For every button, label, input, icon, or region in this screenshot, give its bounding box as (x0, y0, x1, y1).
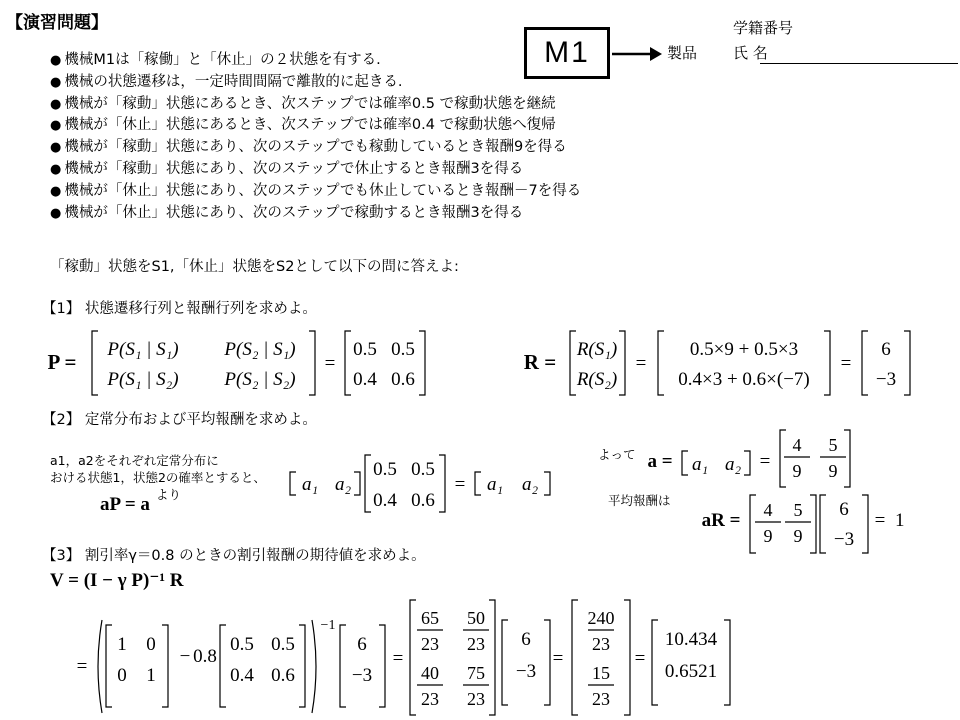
fraction-denominator: 23 (592, 634, 610, 654)
bullet-dot: ● (50, 96, 62, 112)
math-text: 6 (881, 339, 891, 360)
fraction-numerator: 240 (587, 608, 615, 628)
math-text: = (840, 353, 852, 374)
note-line-3: より (156, 487, 182, 502)
note-line-2: おける状態1，状態2の確率とすると、 (50, 470, 266, 485)
math-text: 1 (895, 510, 905, 531)
paren (98, 620, 102, 713)
math-text: 6 (839, 499, 849, 520)
math-text: 0.4 (353, 369, 377, 390)
machine-label: M1 (544, 36, 590, 69)
bullet-dot: ● (50, 205, 62, 221)
student-id-label: 学籍番号 (733, 19, 794, 37)
math-text: 0.5×9 + 0.5×3 (689, 339, 799, 360)
fraction-denominator: 9 (828, 461, 838, 481)
matrix-bracket (106, 625, 168, 707)
fraction-numerator: 75 (467, 663, 485, 683)
math-text: − (179, 646, 191, 667)
math-text: 0.5 (353, 339, 377, 360)
math-text: 0.5 (271, 634, 295, 655)
math-text: aP = a (100, 494, 150, 515)
bullet-dot: ● (50, 140, 62, 156)
math-text: −3 (833, 529, 855, 550)
math-text: a₂ (334, 474, 352, 495)
question-2: 【2】 定常分布および平均報酬を求めよ。 (42, 412, 317, 428)
math-text: a = (647, 451, 673, 472)
math-text: P = (47, 350, 77, 374)
bullet-text: 機械が「稼動」状態にあるとき、次ステップでは確率0.5 で稼動状態を継続 (64, 95, 556, 112)
fraction-denominator: 23 (421, 689, 439, 709)
fraction-numerator: 5 (828, 435, 838, 455)
q2-math (80, 450, 560, 520)
bullet-item (50, 181, 581, 203)
fraction-numerator: 4 (763, 500, 773, 520)
bullet-text: 機械の状態遷移は，一定時間間隔で離散的に起きる. (64, 73, 403, 90)
math-text: a₁ (301, 474, 319, 495)
math-text: −3 (351, 665, 373, 686)
bullet-item (50, 94, 581, 116)
bullet-text: 機械が「休止」状態にあり、次のステップでも休止しているとき報酬－7を得る (64, 182, 582, 199)
math-text: −3 (875, 369, 897, 390)
avg-reward-label: 平均報酬は (608, 493, 671, 508)
math-text: 0.5 (373, 459, 397, 480)
math-text: = (552, 648, 564, 669)
math-text: 6 (521, 629, 531, 650)
question-3: 【3】 割引率γ＝0.8 のときの割引報酬の期待値を求めよ。 (42, 548, 426, 564)
math-text: 0.6 (411, 490, 435, 511)
note-line-1: a1，a2をそれぞれ定常分布に (50, 453, 219, 468)
fraction-denominator: 9 (763, 526, 773, 546)
bullet-text: 機械が「休止」状態にあり、次のステップで稼動するとき報酬3を得る (64, 204, 524, 221)
math-text: = (874, 510, 886, 531)
bullet-item (50, 203, 581, 225)
bullet-item (50, 137, 581, 159)
bullet-list (50, 50, 581, 224)
math-text: 0 (117, 665, 127, 686)
math-text: = (392, 648, 404, 669)
matrix-bracket (750, 495, 816, 553)
math-text: R = (523, 350, 557, 374)
math-text: = (76, 656, 88, 677)
q1-math (40, 325, 960, 405)
math-text: 0.4×3 + 0.6×(−7) (678, 369, 810, 390)
fraction-numerator: 65 (421, 608, 439, 628)
math-text: = (324, 353, 336, 374)
math-text: 0.6 (271, 665, 295, 686)
student-name-label: 氏 名 (733, 44, 768, 62)
math-text: 10.434 (664, 629, 718, 650)
math-text: a₂ (724, 454, 742, 475)
bullet-dot: ● (50, 183, 62, 199)
fraction-denominator: 23 (467, 634, 485, 654)
machine-box (524, 27, 610, 79)
fraction-denominator: 23 (592, 689, 610, 709)
math-text: 0.5 (411, 459, 435, 480)
fraction-denominator: 23 (467, 689, 485, 709)
math-text: 0.4 (230, 665, 254, 686)
math-text: P(S₁ | S₂) (107, 369, 179, 390)
bullet-text: 機械が「稼動」状態にあり、次のステップでも稼動しているとき報酬9を得る (64, 139, 567, 156)
math-text: 0.5 (391, 339, 415, 360)
math-text: 1 (117, 634, 127, 655)
fraction-numerator: 5 (793, 500, 803, 520)
math-text: R(S₁) (576, 339, 618, 360)
math-text: V = (I − γ P)⁻¹ R (50, 570, 184, 591)
bullet-text: 機械が「休止」状態にあるとき、次ステップでは確率0.4 で稼動状態へ復帰 (64, 117, 556, 134)
bullet-dot: ● (50, 74, 62, 90)
fraction-denominator: 9 (793, 526, 803, 546)
bullet-dot: ● (50, 53, 62, 68)
math-text: 0.6521 (664, 661, 718, 682)
fraction-numerator: 40 (421, 663, 439, 683)
math-text: a₂ (521, 474, 539, 495)
intro-text: 「稼動」状態をS1,「休止」状態をS2として以下の問に答えよ: (50, 259, 459, 275)
q3-math (40, 565, 960, 720)
paren (312, 620, 316, 713)
math-text: P(S₁ | S₁) (107, 339, 179, 360)
math-text: = (635, 353, 647, 374)
math-text: = (454, 474, 466, 495)
fraction-denominator: 23 (421, 634, 439, 654)
name-field[interactable] (760, 63, 958, 64)
math-text: −1 (320, 618, 336, 633)
math-text: 6 (357, 634, 367, 655)
fraction-numerator: 4 (792, 435, 802, 455)
bullet-item (50, 159, 581, 181)
page-title: 【演習問題】 (6, 13, 108, 33)
math-text: P(S₂ | S₁) (224, 339, 296, 360)
math-text: 1 (146, 665, 156, 686)
product-label: 製品 (667, 44, 698, 62)
q2-result-math (640, 425, 960, 555)
bullet-item (50, 72, 581, 94)
math-text: 0.8 (193, 646, 217, 667)
math-text: a₁ (691, 454, 709, 475)
fraction-numerator: 50 (467, 608, 485, 628)
math-text: 0 (146, 634, 156, 655)
bullet-dot: ● (50, 118, 62, 134)
fraction-numerator: 15 (592, 663, 610, 683)
fraction-denominator: 9 (792, 461, 802, 481)
math-text: a₁ (486, 474, 504, 495)
math-text: 0.5 (230, 634, 254, 655)
math-text: R(S₂) (576, 369, 618, 390)
arrow-icon (612, 42, 662, 66)
bullet-text: 機械が「稼動」状態にあり、次のステップで休止するとき報酬3を得る (64, 160, 524, 177)
bullet-text: 機械M1は「稼働」と「休止」の２状態を有する. (64, 52, 381, 68)
math-text: = (759, 451, 771, 472)
math-text: −3 (515, 661, 537, 682)
bullet-dot: ● (50, 161, 62, 177)
yotte-label: よって (598, 447, 636, 462)
matrix-bracket (780, 430, 850, 487)
bullet-item (50, 115, 581, 137)
math-text: = (634, 648, 646, 669)
bullet-item (50, 50, 581, 72)
math-text: 0.6 (391, 369, 415, 390)
math-text: P(S₂ | S₂) (224, 369, 296, 390)
question-1: 【1】 状態遷移行列と報酬行列を求めよ。 (42, 301, 317, 317)
math-text: 0.4 (373, 490, 397, 511)
math-text: aR = (701, 510, 741, 531)
